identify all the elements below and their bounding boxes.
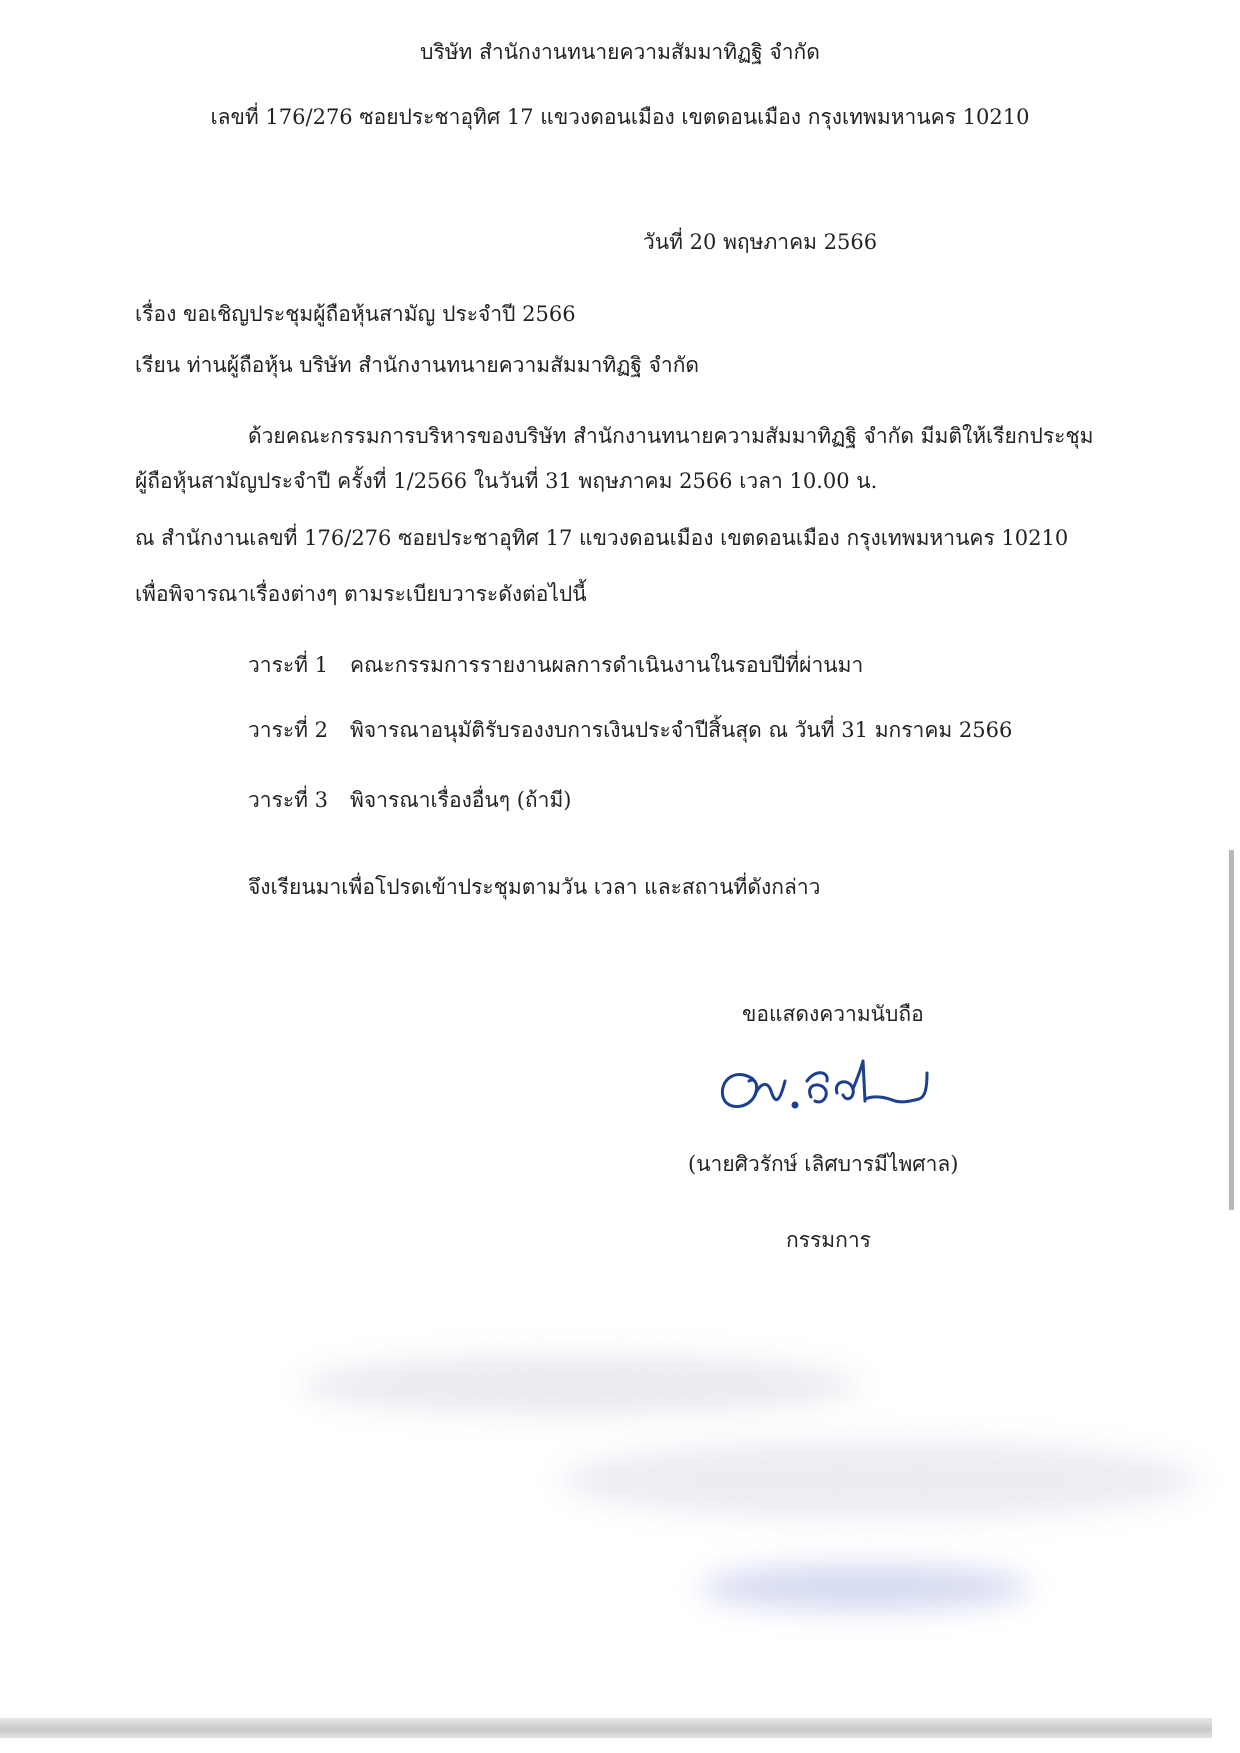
signatory-position: กรรมการ	[786, 1228, 871, 1252]
scan-smudge	[700, 1565, 1030, 1610]
body-line-2: ผู้ถือหุ้นสามัญประจำปี ครั้งที่ 1/2566 ในวันที่ 31 พฤษภาคม 2566 เวลา 10.00 น.	[135, 469, 878, 493]
agenda-label: วาระที่ 1	[248, 653, 329, 677]
letter-subject: เรื่อง ขอเชิญประชุมผู้ถือหุ้นสามัญ ประจำปี 2566	[135, 302, 576, 326]
letterhead-company: บริษัท สำนักงานทนายความสัมมาทิฏฐิ จำกัด	[420, 40, 820, 64]
letter-date: วันที่ 20 พฤษภาคม 2566	[643, 230, 878, 254]
scan-smudge	[300, 1355, 860, 1415]
signoff-regards: ขอแสดงความนับถือ	[742, 1002, 924, 1026]
agenda-text: พิจารณาอนุมัติรับรองงบการเงินประจำปีสิ้นสุด ณ วันที่ 31 มกราคม 2566	[350, 718, 1013, 742]
body-line-4: เพื่อพิจารณาเรื่องต่างๆ ตามระเบียบวาระดังต่อไปนี้	[135, 582, 587, 606]
agenda-label: วาระที่ 3	[248, 788, 329, 812]
agenda-label: วาระที่ 2	[248, 718, 329, 742]
agenda-text: พิจารณาเรื่องอื่นๆ (ถ้ามี)	[350, 788, 572, 812]
closing-line: จึงเรียนมาเพื่อโปรดเข้าประชุมตามวัน เวลา และสถานที่ดังกล่าว	[248, 875, 821, 899]
letterhead-address: เลขที่ 176/276 ซอยประชาอุทิศ 17 แขวงดอนเมือง เขตดอนเมือง กรุงเทพมหานคร 10210	[210, 105, 1030, 129]
body-line-3: ณ สำนักงานเลขที่ 176/276 ซอยประชาอุทิศ 17 แขวงดอนเมือง เขตดอนเมือง กรุงเทพมหานคร 10210	[135, 526, 1069, 550]
scan-edge-right	[1229, 850, 1234, 1210]
agenda-text: คณะกรรมการรายงานผลการดำเนินงานในรอบปีที่ผ่านมา	[350, 653, 864, 677]
scan-smudge	[560, 1440, 1200, 1520]
handwritten-signature	[715, 1055, 955, 1125]
body-line-1: ด้วยคณะกรรมการบริหารของบริษัท สำนักงานทนายความสัมมาทิฏฐิ จำกัด มีมติให้เรียกประชุม	[248, 424, 1094, 448]
signatory-name: (นายศิวรักษ์ เลิศบารมีไพศาล)	[688, 1152, 959, 1176]
letter-recipient: เรียน ท่านผู้ถือหุ้น บริษัท สำนักงานทนายความสัมมาทิฏฐิ จำกัด	[135, 353, 700, 377]
scan-edge-bottom	[0, 1718, 1212, 1738]
